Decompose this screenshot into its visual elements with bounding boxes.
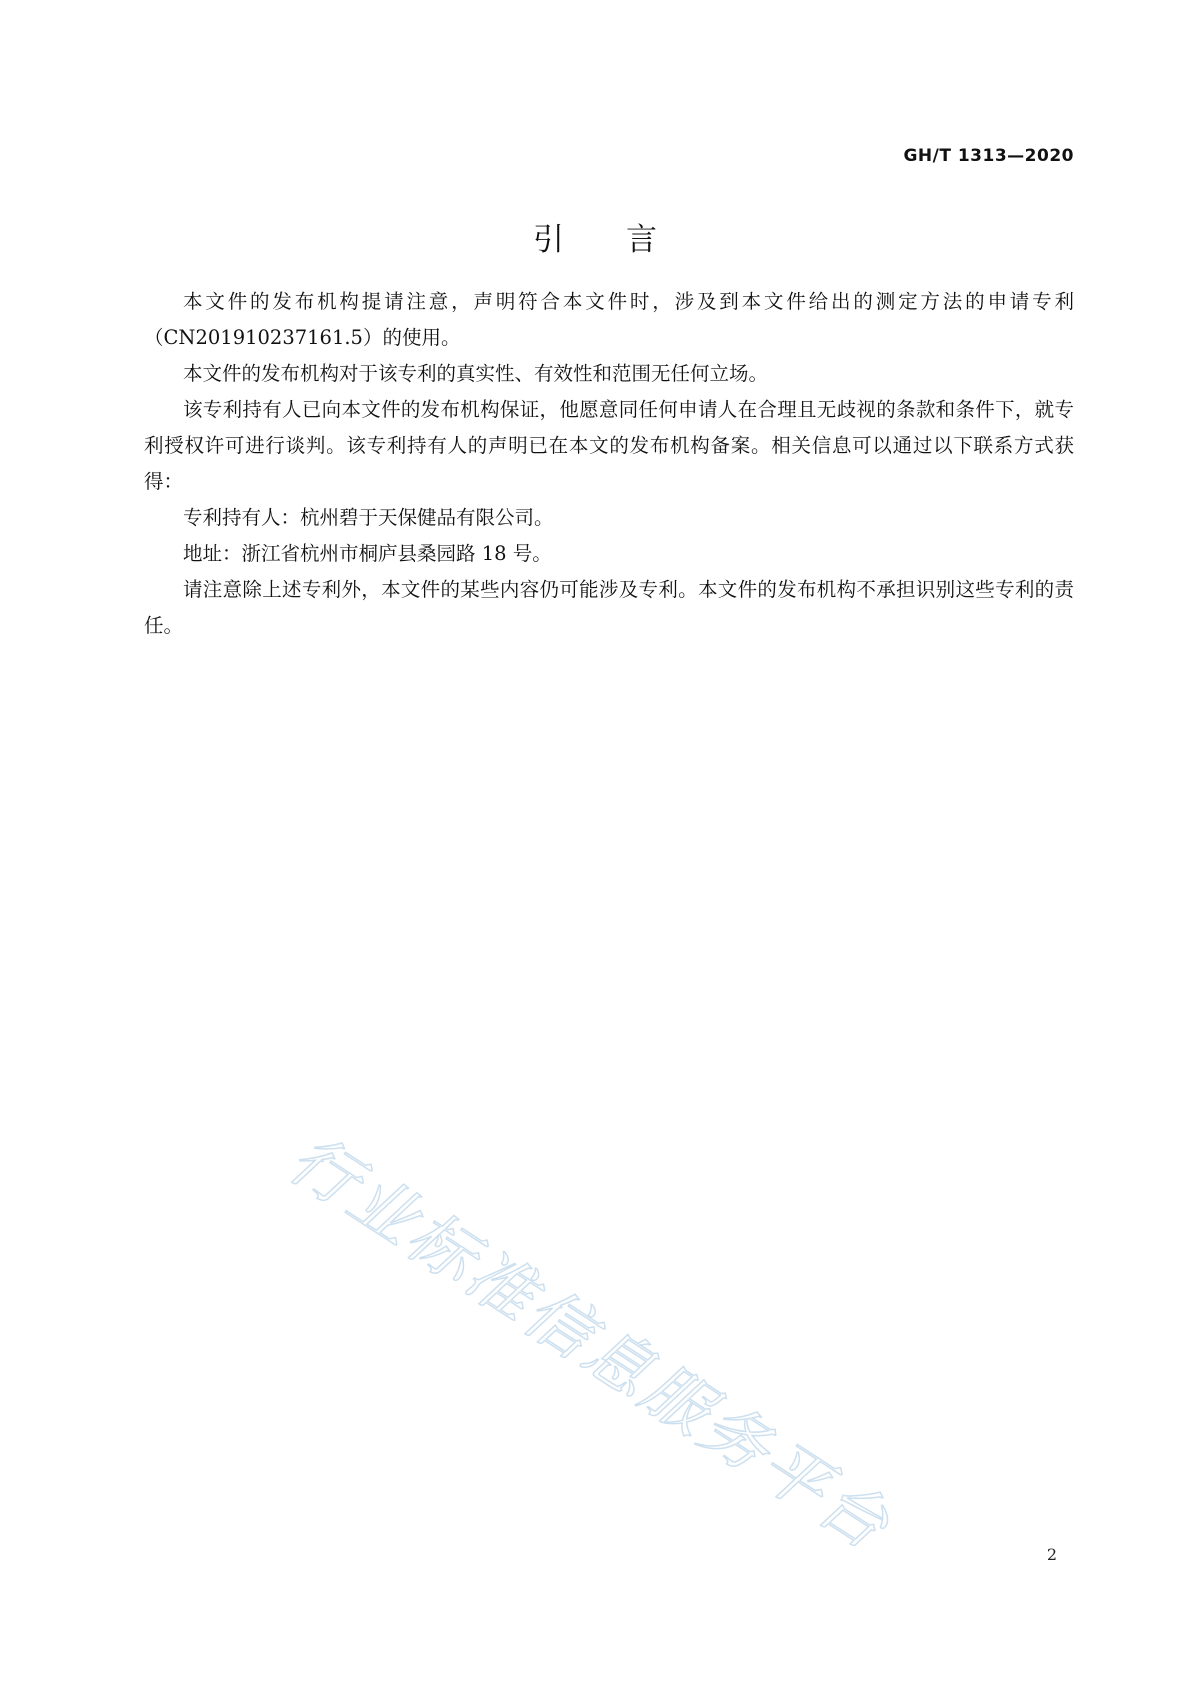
paragraph-no-position: 本文件的发布机构对于该专利的真实性、有效性和范围无任何立场。 <box>183 362 769 385</box>
paragraph-patent-holder: 专利持有人：杭州碧于天保健品有限公司。 <box>183 506 554 529</box>
page-title: 引言 <box>533 222 719 258</box>
document-code: GH/T 1313—2020 <box>903 146 1074 166</box>
introduction-body <box>144 284 1074 644</box>
watermark: 行业标准信息服务平台 <box>275 1120 905 1567</box>
paragraph-address: 地址：浙江省杭州市桐庐县桑园路 18 号。 <box>183 542 552 565</box>
paragraph-holder-assurance: 该专利持有人已向本文件的发布机构保证，他愿意同任何申请人在合理且无歧视的条款和条件下，就专利授权许可进行谈判。该专利持有人的声明已在本文的发布机构备案。相关信息可以通过以下联系方式获得： <box>144 398 1074 493</box>
paragraph-patent-notice: 本文件的发布机构提请注意，声明符合本文件时，涉及到本文件给出的测定方法的申请专利（CN201910237161.5）的使用。 <box>144 290 1074 349</box>
paragraph-other-patents: 请注意除上述专利外，本文件的某些内容仍可能涉及专利。本文件的发布机构不承担识别这些专利的责任。 <box>144 578 1074 637</box>
page-number: 2 <box>1046 1545 1057 1564</box>
